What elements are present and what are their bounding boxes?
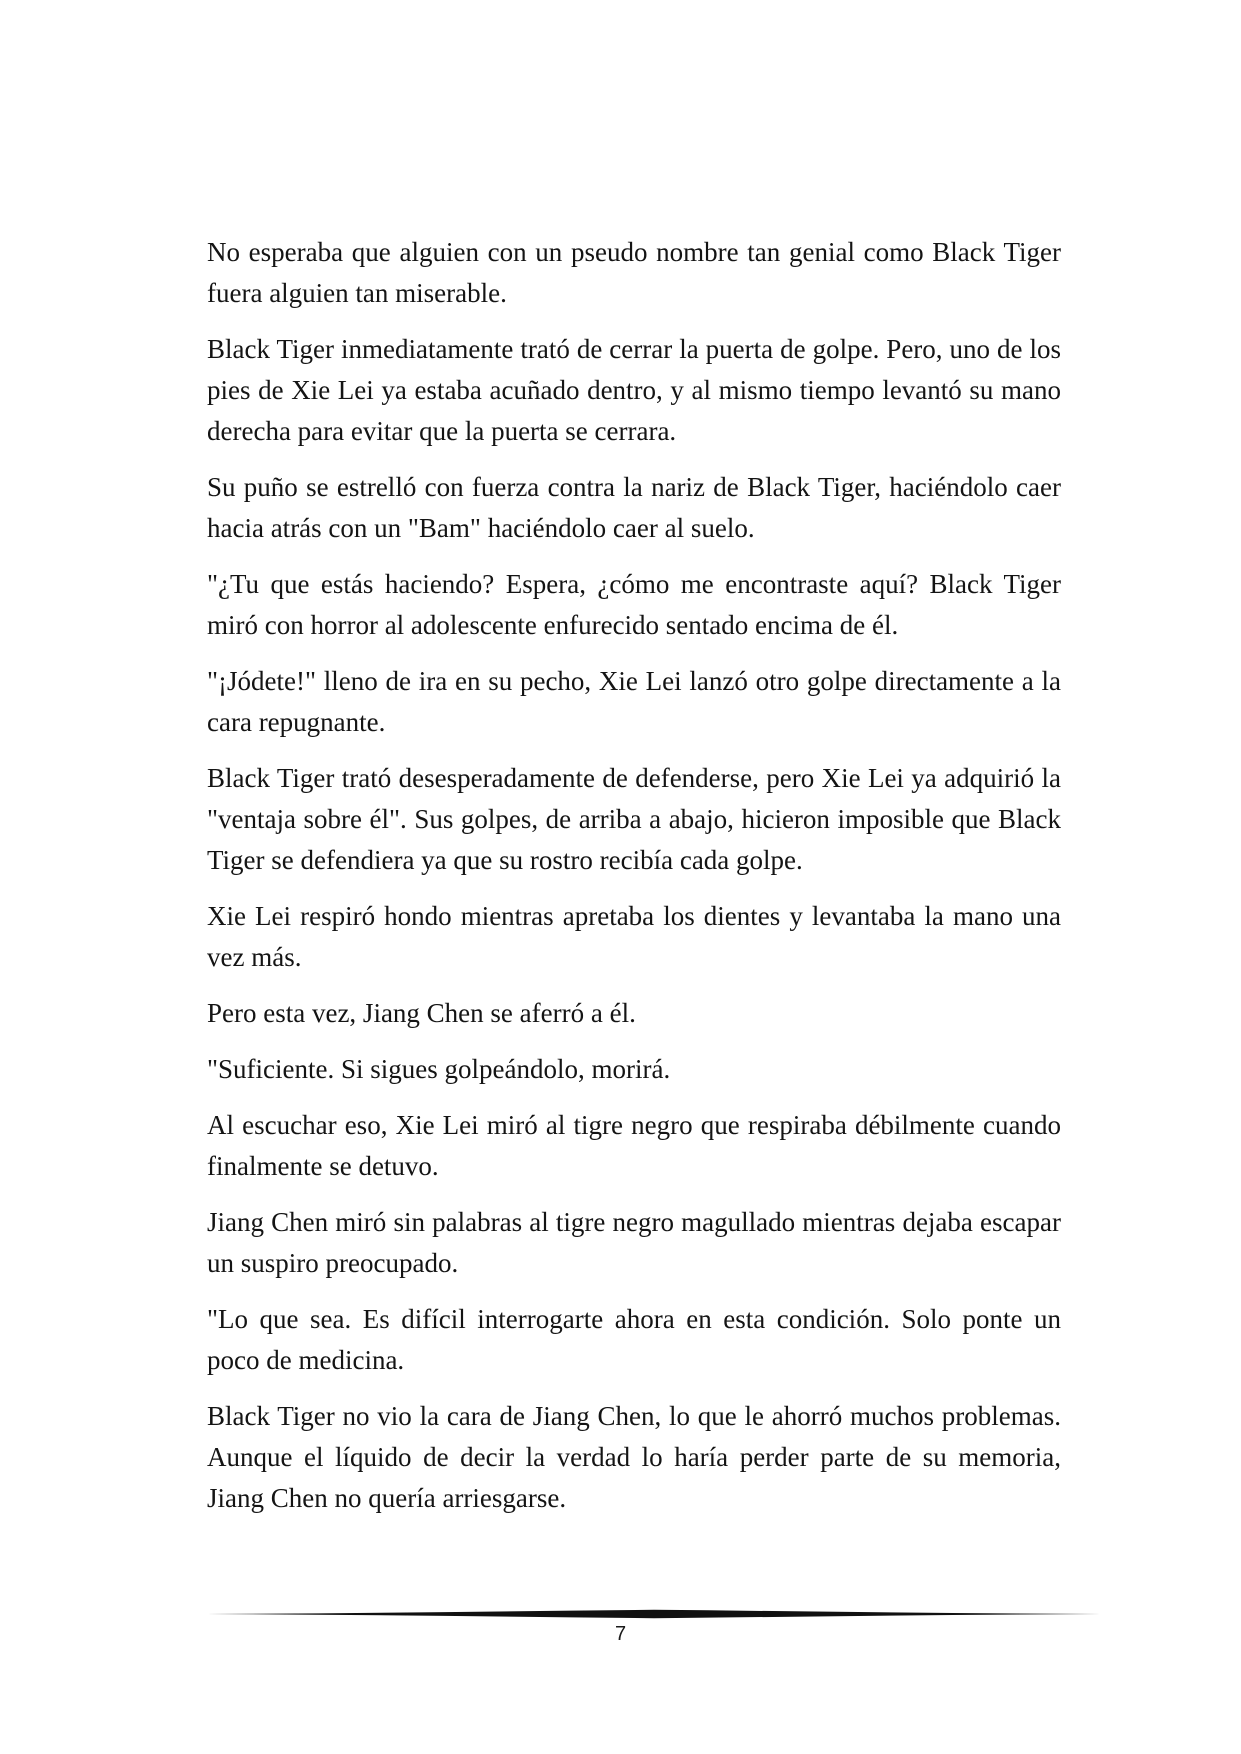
footer-rule <box>207 1608 1101 1620</box>
page-number: 7 <box>614 1623 627 1645</box>
paragraph-10: Al escuchar eso, Xie Lei miró al tigre negro que respiraba débilmente cuando finalmente se detuvo. <box>207 1110 1061 1181</box>
paragraph-7: Xie Lei respiró hondo mientras apretaba los dientes y levantaba la mano una vez más. <box>207 901 1061 972</box>
paragraph-1: No esperaba que alguien con un pseudo nombre tan genial como Black Tiger fuera alguien tan miserable. <box>207 237 1061 308</box>
paragraph-11: Jiang Chen miró sin palabras al tigre negro magullado mientras dejaba escapar un suspiro preocupado. <box>207 1207 1061 1278</box>
paragraph-8: Pero esta vez, Jiang Chen se aferró a él. <box>207 998 636 1028</box>
paragraph-6: Black Tiger trató desesperadamente de defenderse, pero Xie Lei ya adquirió la "ventaja sobre él". Sus golpes, de arriba a abajo, hicieron imposible que Black Tiger se defendiera ya que su rostro recibía cada golpe. <box>207 763 1061 875</box>
paragraph-2: Black Tiger inmediatamente trató de cerrar la puerta de golpe. Pero, uno de los pies de Xie Lei ya estaba acuñado dentro, y al mismo tiempo levantó su mano derecha para evitar que la puerta se cerrara. <box>207 334 1061 446</box>
paragraph-3: Su puño se estrelló con fuerza contra la nariz de Black Tiger, haciéndolo caer hacia atrás con un "Bam" haciéndolo caer al suelo. <box>207 472 1061 543</box>
footer-rule-shape <box>207 1610 1101 1618</box>
paragraph-5: "¡Jódete!" lleno de ira en su pecho, Xie Lei lanzó otro golpe directamente a la cara repugnante. <box>207 666 1061 737</box>
paragraph-4: "¿Tu que estás haciendo? Espera, ¿cómo me encontraste aquí? Black Tiger miró con horror al adolescente enfurecido sentado encima de él. <box>207 569 1061 640</box>
body-text <box>207 232 1061 1534</box>
paragraph-9: "Suficiente. Si sigues golpeándolo, morirá. <box>207 1054 671 1084</box>
paragraph-13: Black Tiger no vio la cara de Jiang Chen, lo que le ahorró muchos problemas. Aunque el líquido de decir la verdad lo haría perder parte de su memoria, Jiang Chen no quería arriesgarse. <box>207 1401 1061 1513</box>
paragraph-12: "Lo que sea. Es difícil interrogarte ahora en esta condición. Solo ponte un poco de medicina. <box>207 1304 1061 1375</box>
